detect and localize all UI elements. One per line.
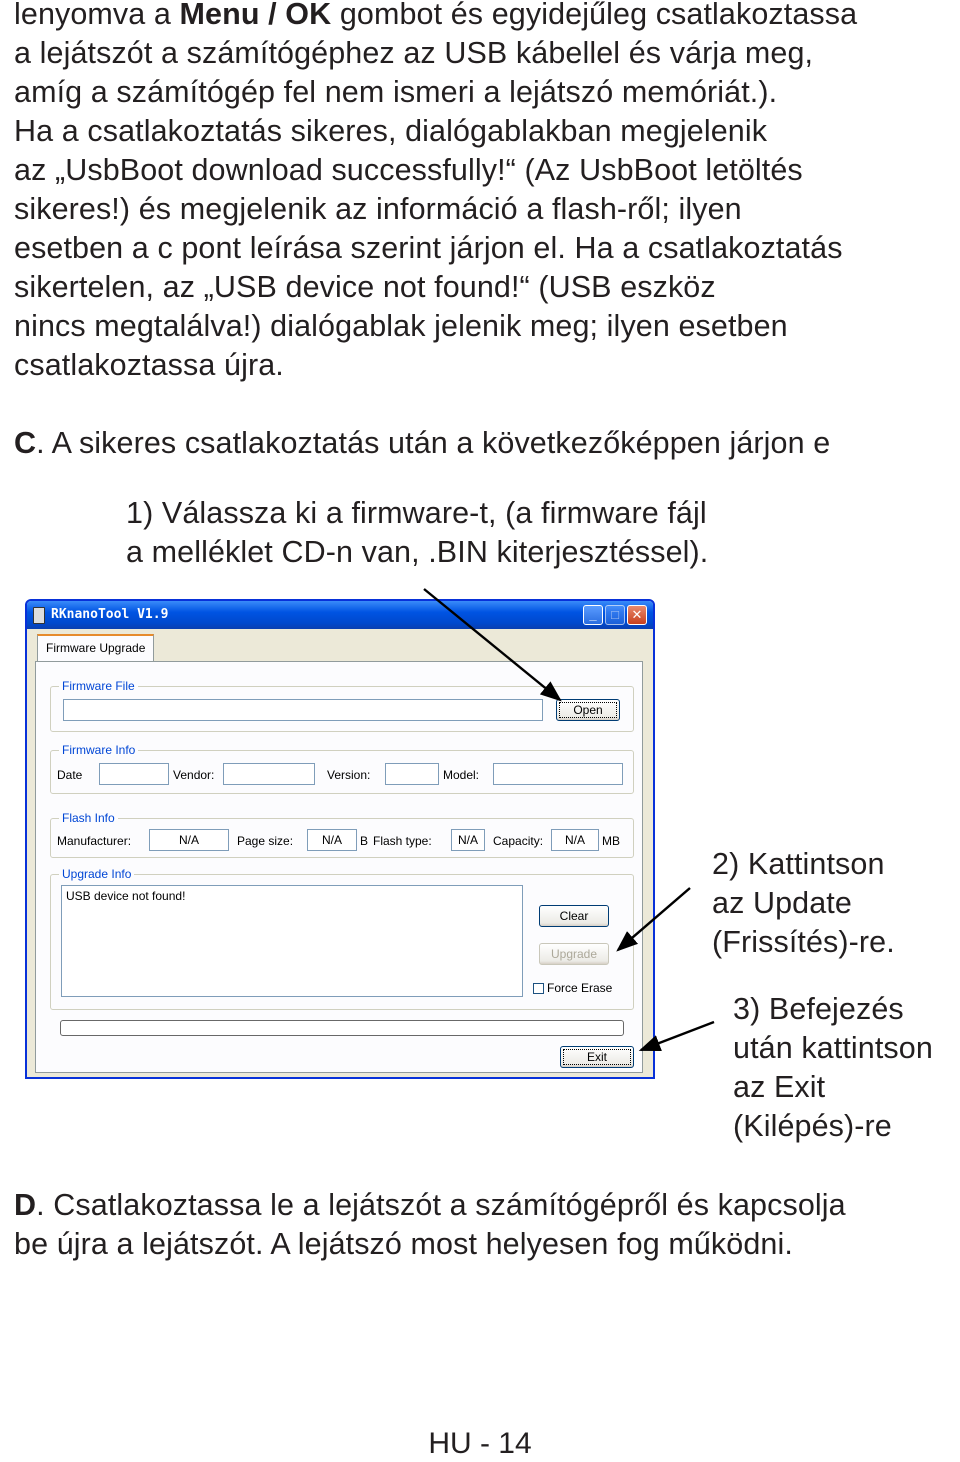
vendor-label: Vendor: (173, 768, 215, 782)
text-line: (Frissítés)-re. (712, 925, 895, 959)
section-c-heading (14, 424, 830, 463)
upgrade-info-group (50, 867, 634, 1010)
firmware-file-group-label: Firmware File (59, 678, 138, 694)
vendor-field (223, 763, 315, 785)
text-line: sikeres!) és megjelenik az információ a flash-ről; ilyen (14, 192, 742, 226)
bold-text: Menu / OK (179, 0, 332, 31)
date-label: Date (57, 768, 83, 782)
page-size-field: N/A (307, 829, 357, 851)
window-titlebar (27, 601, 653, 629)
text-line: C. A sikeres csatlakoztatás után a következőképpen járjon e (14, 426, 831, 460)
model-field (493, 763, 623, 785)
page-size-label: Page size: (237, 834, 294, 848)
step-3-instruction (733, 990, 933, 1146)
capacity-label: Capacity: (493, 834, 544, 848)
page-number: HU - 14 (428, 1427, 532, 1460)
flash-type-field: N/A (451, 829, 485, 851)
model-label: Model: (443, 768, 480, 782)
clear-button[interactable]: Clear (539, 905, 609, 927)
manufacturer-label: Manufacturer: (57, 834, 132, 848)
text-line: a lejátszót a számítógéphez az USB kábellel és várja meg, (14, 36, 814, 70)
window-title: RKnanoTool V1.9 (51, 607, 169, 622)
force-erase-checkbox[interactable] (533, 983, 544, 994)
step-1-instruction (126, 494, 708, 572)
upgrade-log-textarea[interactable]: USB device not found! (61, 885, 523, 997)
upgrade-progress-bar (60, 1020, 624, 1036)
firmware-info-group-label: Firmware Info (59, 742, 138, 758)
text-line: sikertelen, az „USB device not found!“ (USB eszköz (14, 270, 716, 304)
text-line: csatlakoztassa újra. (14, 348, 284, 382)
firmware-info-group (50, 743, 634, 794)
text-line: az „UsbBoot download successfully!“ (Az UsbBoot letöltés (14, 153, 803, 187)
force-erase-label: Force Erase (547, 981, 613, 995)
text-line: az Update (712, 886, 852, 920)
firmware-file-input[interactable] (63, 699, 543, 721)
flash-type-label: Flash type: (373, 834, 432, 848)
text-line: lenyomva a Menu / OK gombot és egyidejűleg csatlakoztassa (14, 0, 857, 34)
open-button[interactable]: Open (556, 699, 620, 721)
capacity-unit: MB (602, 834, 620, 848)
version-label: Version: (327, 768, 371, 782)
tab-firmware-upgrade[interactable]: Firmware Upgrade (37, 634, 154, 662)
upgrade-button[interactable]: Upgrade (539, 943, 609, 965)
text-line: Ha a csatlakoztatás sikeres, dialógablakban megjelenik (14, 114, 768, 148)
step-2-instruction (712, 845, 895, 962)
flash-info-group-label: Flash Info (59, 810, 118, 826)
text-line: a melléklet CD-n van, .BIN kiterjesztéssel). (126, 535, 709, 569)
rknanotool-window (25, 599, 655, 1079)
close-button[interactable]: ✕ (627, 605, 647, 625)
text-line: az Exit (733, 1070, 826, 1104)
text-line: amíg a számítógép fel nem ismeri a lejátszó memóriát.). (14, 75, 778, 109)
text-line: után kattintson (733, 1031, 933, 1065)
upgrade-info-group-label: Upgrade Info (59, 866, 134, 882)
text-line: esetben a c pont leírása szerint járjon el. Ha a csatlakoztatás (14, 231, 843, 265)
text-line: D. Csatlakoztassa le a lejátszót a számítógépről és kapcsolja (14, 1188, 846, 1222)
page-size-unit: B (360, 834, 369, 848)
bold-text: D (14, 1188, 37, 1222)
text-line: 2) Kattintson (712, 847, 885, 881)
manufacturer-field: N/A (149, 829, 229, 851)
text-line: (Kilépés)-re (733, 1109, 892, 1143)
version-field (385, 763, 439, 785)
text-line: 1) Válassza ki a firmware-t, (a firmware fájl (126, 496, 707, 530)
flash-info-group (50, 811, 634, 858)
app-icon (33, 607, 45, 624)
text-line: nincs megtalálva!) dialógablak jelenik meg; ilyen esetben (14, 309, 788, 343)
text-line: 3) Befejezés (733, 992, 904, 1026)
firmware-upgrade-panel (35, 661, 643, 1073)
bold-text: C (14, 426, 37, 460)
maximize-button[interactable]: □ (605, 605, 625, 625)
text-line: be újra a lejátszót. A lejátszó most helyesen fog működni. (14, 1227, 793, 1261)
section-d-paragraph (14, 1186, 846, 1264)
date-field (99, 763, 169, 785)
exit-button[interactable]: Exit (560, 1046, 634, 1068)
firmware-file-group (50, 679, 634, 732)
capacity-field: N/A (551, 829, 599, 851)
minimize-button[interactable]: _ (583, 605, 603, 625)
intro-paragraph (14, 0, 857, 385)
